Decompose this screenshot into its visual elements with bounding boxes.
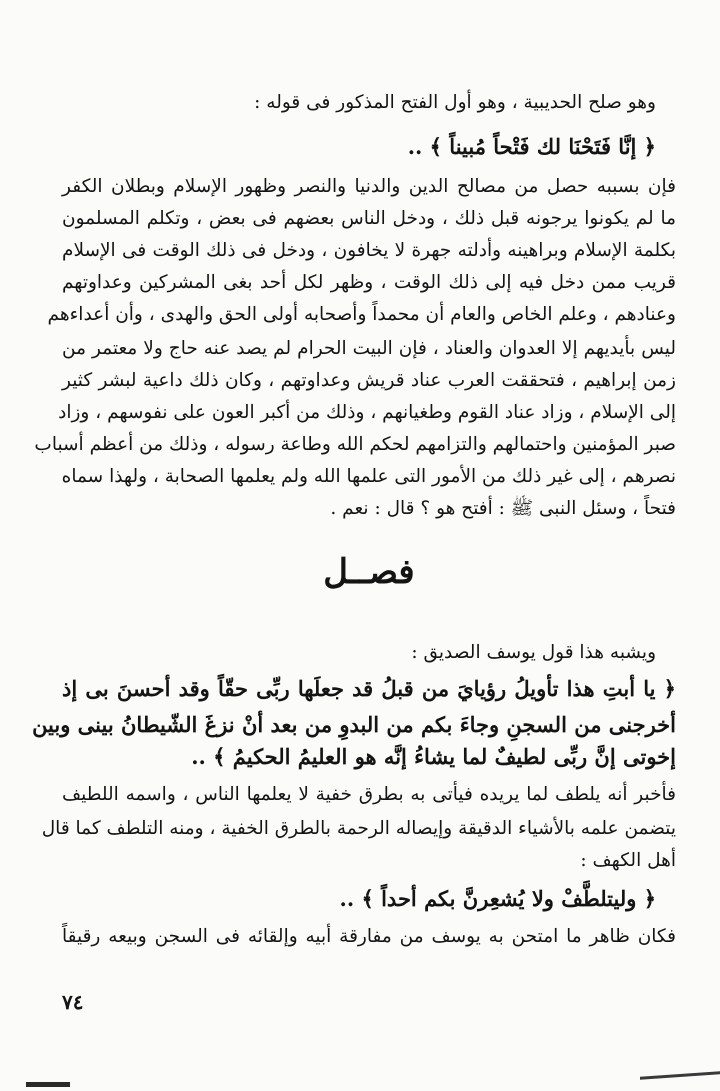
text-line: فإن بسببه حصل من مصالح الدين والدنيا والنصر وظهور الإسلام وبطلان الكفر xyxy=(62,176,676,197)
text-line: قريب ممن دخل فيه إلى ذلك الوقت ، وظهر لكل أحد بغى المشركين وعداوتهم xyxy=(62,272,676,293)
text-line: إلى الإسلام ، وزاد عناد القوم وطغيانهم ، وذلك من أكبر العون على نفوسهم ، وزاد xyxy=(58,402,676,423)
text-line: نصرهم ، إلى غير ذلك من الأمور التى علمها الله ولم يعلمها الصحابة ، ولهذا سماه xyxy=(61,466,676,487)
text-line: يتضمن علمه بالأشياء الدقيقة وإيصاله الرحمة بالطرق الخفية ، ومنه التلطف كما قال xyxy=(41,818,676,839)
quran-verse-line: ﴿ إنَّا فَتَحْنَا لك فَتْحاً مُبيناً ﴾ .. xyxy=(407,134,656,159)
quran-verse-line: ﴿ وليتلطَّفْ ولا يُشعِرنَّ بكم أحداً ﴾ .. xyxy=(339,886,656,911)
text-line: أهل الكهف : xyxy=(580,850,676,871)
page-number: ٧٤ xyxy=(62,990,84,1014)
quran-verse-line: أخرجنى من السجنِ وجاءَ بكم من البدوِ من بعد أنْ نزغَ الشّيطانُ بينى وبين xyxy=(32,712,676,737)
text-line: زمن إبراهيم ، فتحققت العرب عناد قريش وعداوتهم ، وكان ذلك داعية لبشر كثير xyxy=(62,370,676,391)
text-line: ويشبه هذا قول يوسف الصديق : xyxy=(411,642,656,663)
quran-verse-line: إخوتى إنَّ ربِّى لطيفٌ لما يشاءُ إنَّه هو العليمُ الحكيمُ ﴾ .. xyxy=(191,744,676,769)
book-page xyxy=(32,0,676,1091)
text-line: وهو صلح الحديبية ، وهو أول الفتح المذكور فى قوله : xyxy=(254,92,656,113)
section-heading: فصــل xyxy=(323,552,415,592)
text-line: صبر المؤمنين واحتمالهم والتزامهم لحكم الله وطاعة رسوله ، وذلك من أعظم أسباب xyxy=(34,434,676,455)
text-line: فتحاً ، وسئل النبى ﷺ : أفتح هو ؟ قال : نعم . xyxy=(330,498,676,519)
text-line: فكان ظاهر ما امتحن به يوسف من مفارقة أبيه وإلقائه فى السجن وبيعه رقيقاً xyxy=(62,926,676,947)
quran-verse-line: ﴿ يا أبتِ هذا تأويلُ رؤيايَ من قبلُ قد جعلَها ربِّى حقّاً وقد أحسنَ بى إذ xyxy=(62,676,676,701)
scan-edge-mark xyxy=(26,1082,70,1087)
text-line: ما لم يكونوا يرجونه قبل ذلك ، ودخل الناس بعضهم فى بعض ، وتكلم المسلمون xyxy=(62,208,676,229)
text-line: ليس بأيديهم إلا العدوان والعناد ، فإن البيت الحرام لم يصد عنه حاج ولا معتمر من xyxy=(62,338,676,359)
text-line: بكلمة الإسلام وبراهينه وأدلته جهرة لا يخافون ، ودخل فى ذلك الوقت فى الإسلام xyxy=(62,240,676,261)
text-line: وعنادهم ، وعلم الخاص والعام أن محمداً وأصحابه أولى الحق والهدى ، وأن أعداءهم xyxy=(47,304,676,325)
text-line: فأخبر أنه يلطف لما يريده فيأتى به بطرق خفية لا يعلمها الناس ، واسمه اللطيف xyxy=(62,784,676,805)
